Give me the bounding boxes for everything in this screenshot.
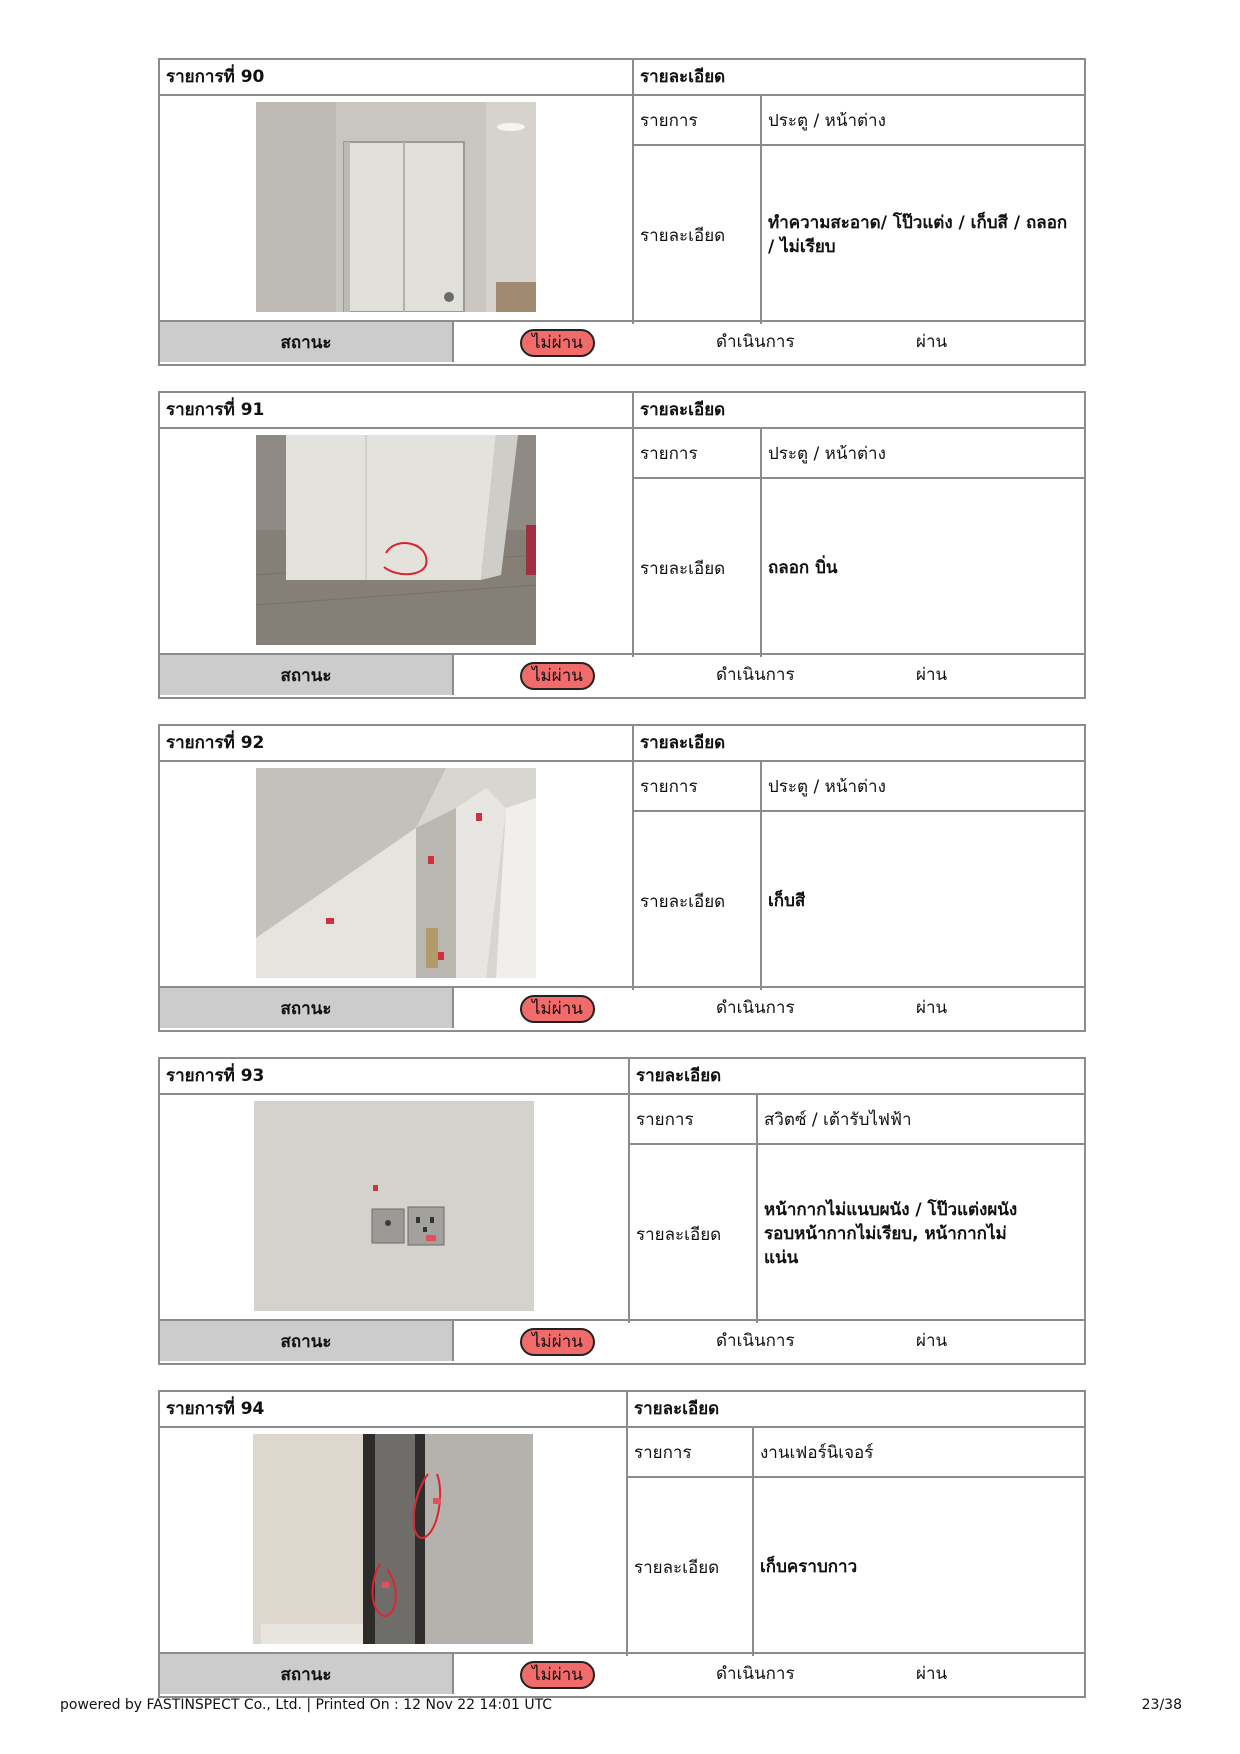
status-label: สถานะ <box>160 1654 454 1694</box>
item-photo[interactable] <box>256 435 536 645</box>
status-pass[interactable]: ผ่าน <box>916 1664 948 1684</box>
item-category: ประตู / หน้าต่าง <box>768 110 886 131</box>
status-bar <box>160 1319 1084 1363</box>
detail-header: รายละเอียด <box>640 733 726 753</box>
item-detail: ทำความสะอาด/ โป๊วแต่ง / เก็บสี / ถลอก / ไม่เรียบ <box>768 213 1068 257</box>
item-detail: เก็บคราบกาว <box>760 1557 858 1577</box>
status-in-progress[interactable]: ดำเนินการ <box>716 1664 795 1684</box>
item-title: รายการที่ 94 <box>166 1399 265 1419</box>
item-detail: ถลอก บิ่น <box>768 558 838 578</box>
status-label: สถานะ <box>160 988 454 1028</box>
inspection-item-91 <box>158 391 1086 699</box>
item-photo[interactable] <box>256 102 536 312</box>
item-label: รายการ <box>640 443 698 464</box>
status-fail-badge[interactable]: ไม่ผ่าน <box>520 662 595 690</box>
detail-header: รายละเอียด <box>636 1066 722 1086</box>
status-bar <box>160 986 1084 1030</box>
detail-label: รายละเอียด <box>634 1557 720 1578</box>
footer-credit: powered by FASTINSPECT Co., Ltd. | Printed On : 12 Nov 22 14:01 UTC <box>60 1697 553 1713</box>
detail-header: รายละเอียด <box>640 67 726 87</box>
detail-label: รายละเอียด <box>640 558 726 579</box>
status-pass[interactable]: ผ่าน <box>916 1331 948 1351</box>
item-detail: หน้ากากไม่แนบผนัง / โป๊วแต่งผนังรอบหน้ากากไม่เรียบ, หน้ากากไม่แน่น <box>764 1200 1018 1268</box>
detail-label: รายละเอียด <box>640 891 726 912</box>
item-category: ประตู / หน้าต่าง <box>768 443 886 464</box>
status-label: สถานะ <box>160 655 454 695</box>
inspection-item-93 <box>158 1057 1086 1365</box>
status-bar <box>160 320 1084 364</box>
item-label: รายการ <box>636 1109 694 1130</box>
inspection-item-94 <box>158 1390 1086 1698</box>
item-photo[interactable] <box>254 1101 534 1311</box>
item-photo[interactable] <box>253 1434 533 1644</box>
item-label: รายการ <box>640 110 698 131</box>
status-pass[interactable]: ผ่าน <box>916 998 948 1018</box>
detail-label: รายละเอียด <box>636 1224 722 1245</box>
inspection-item-90 <box>158 58 1086 366</box>
item-title: รายการที่ 93 <box>166 1066 265 1086</box>
status-in-progress[interactable]: ดำเนินการ <box>716 998 795 1018</box>
detail-label: รายละเอียด <box>640 225 726 246</box>
inspection-item-92 <box>158 724 1086 1032</box>
status-fail-badge[interactable]: ไม่ผ่าน <box>520 329 595 357</box>
detail-header: รายละเอียด <box>634 1399 720 1419</box>
item-category: งานเฟอร์นิเจอร์ <box>760 1442 874 1463</box>
status-bar <box>160 1652 1084 1696</box>
status-in-progress[interactable]: ดำเนินการ <box>716 665 795 685</box>
item-photo[interactable] <box>256 768 536 978</box>
status-bar <box>160 653 1084 697</box>
item-title: รายการที่ 90 <box>166 67 265 87</box>
status-label: สถานะ <box>160 322 454 362</box>
item-title: รายการที่ 91 <box>166 400 265 420</box>
status-label: สถานะ <box>160 1321 454 1361</box>
item-category: สวิตซ์ / เต้ารับไฟฟ้า <box>764 1109 912 1130</box>
item-label: รายการ <box>634 1442 692 1463</box>
item-label: รายการ <box>640 776 698 797</box>
status-in-progress[interactable]: ดำเนินการ <box>716 1331 795 1351</box>
item-detail: เก็บสี <box>768 891 806 911</box>
status-fail-badge[interactable]: ไม่ผ่าน <box>520 1328 595 1356</box>
detail-header: รายละเอียด <box>640 400 726 420</box>
status-pass[interactable]: ผ่าน <box>916 665 948 685</box>
status-fail-badge[interactable]: ไม่ผ่าน <box>520 995 595 1023</box>
status-pass[interactable]: ผ่าน <box>916 332 948 352</box>
status-in-progress[interactable]: ดำเนินการ <box>716 332 795 352</box>
item-title: รายการที่ 92 <box>166 733 265 753</box>
status-fail-badge[interactable]: ไม่ผ่าน <box>520 1661 595 1689</box>
page-number: 23/38 <box>1141 1697 1182 1713</box>
item-category: ประตู / หน้าต่าง <box>768 776 886 797</box>
